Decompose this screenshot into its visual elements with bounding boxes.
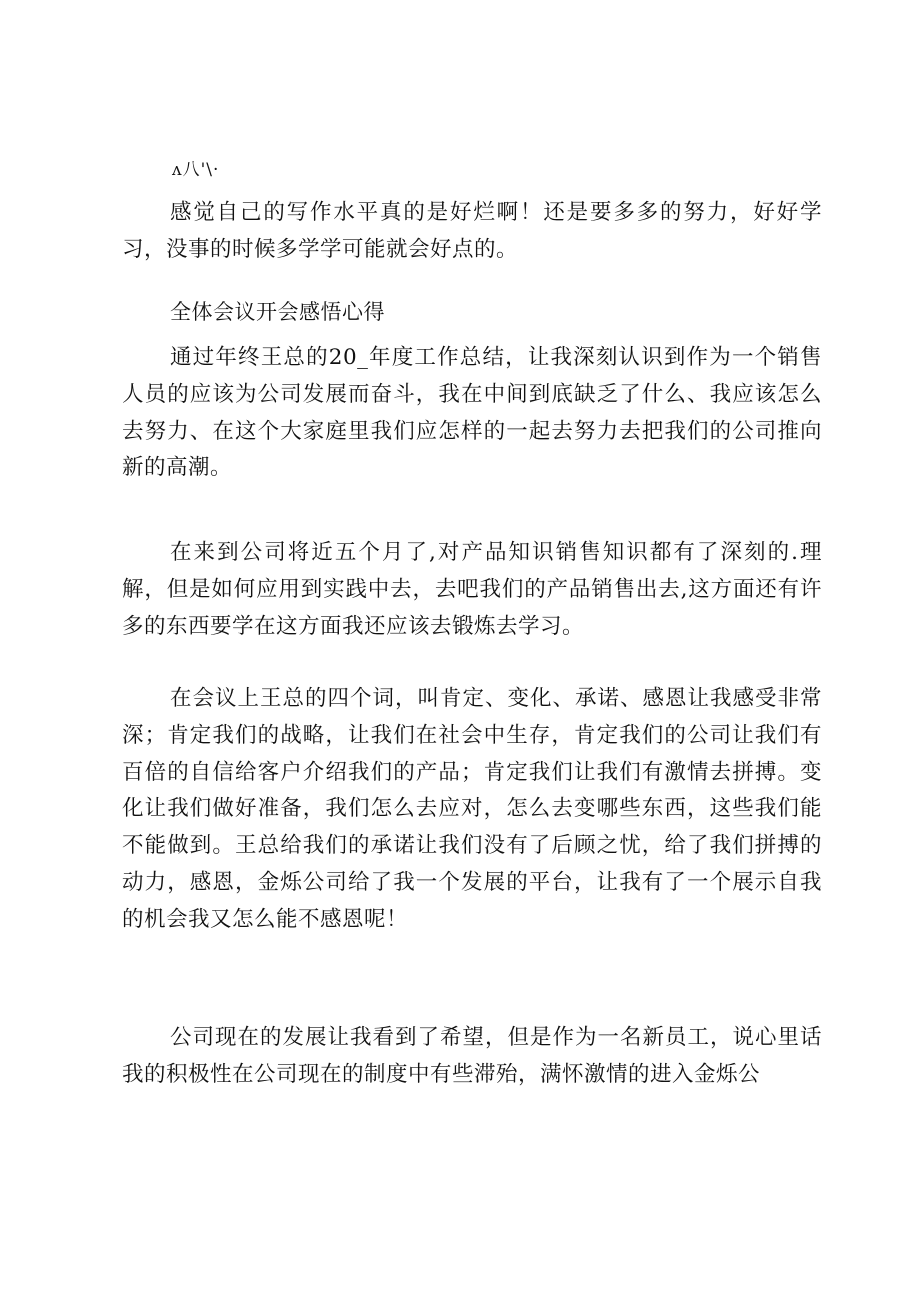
paragraph-product-knowledge: 在来到公司将近五个月了,对产品知识销售知识都有了深刻的.理解，但是如何应用到实践中去，去吧我们的产品销售出去,这方面还有许多的东西要学在这方面我还应该去锻炼去学习。: [122, 540, 822, 639]
paragraph-writing-reflection: 感觉自己的写作水平真的是好烂啊！还是要多多的努力，好好学习，没事的时候多学学可能就会好点的。: [122, 200, 822, 262]
paragraph-company-development: 公司现在的发展让我看到了希望，但是作为一名新员工，说心里话我的积极性在公司现在的制度中有些滞殆，满怀激情的进入金烁公: [122, 1025, 822, 1087]
section-heading: 全体会议开会感悟心得: [170, 300, 385, 324]
scan-artifact-text: ʌ八'\·: [172, 160, 220, 180]
paragraph-annual-summary: 通过年终王总的20_年度工作总结，让我深刻认识到作为一个销售人员的应该为公司发展而奋斗，我在中间到底缺乏了什么、我应该怎么去努力、在这个大家庭里我们应怎样的一起去努力去把我们的公司推向新的高潮。: [122, 345, 822, 481]
paragraph-four-words: 在会议上王总的四个词，叫肯定、变化、承诺、感恩让我感受非常深；肯定我们的战略，让我们在社会中生存，肯定我们的公司让我们有百倍的自信给客户介绍我们的产品；肯定我们让我们有激情去拼搏。变化让我们做好准备，我们怎么去应对，怎么去变哪些东西，这些我们能不能做到。王总给我们的承诺让我们没有了后顾之忧，给了我们拼搏的动力，感恩，金烁公司给了我一个发展的平台，让我有了一个展示自我的机会我又怎么能不感恩呢！: [122, 686, 822, 932]
